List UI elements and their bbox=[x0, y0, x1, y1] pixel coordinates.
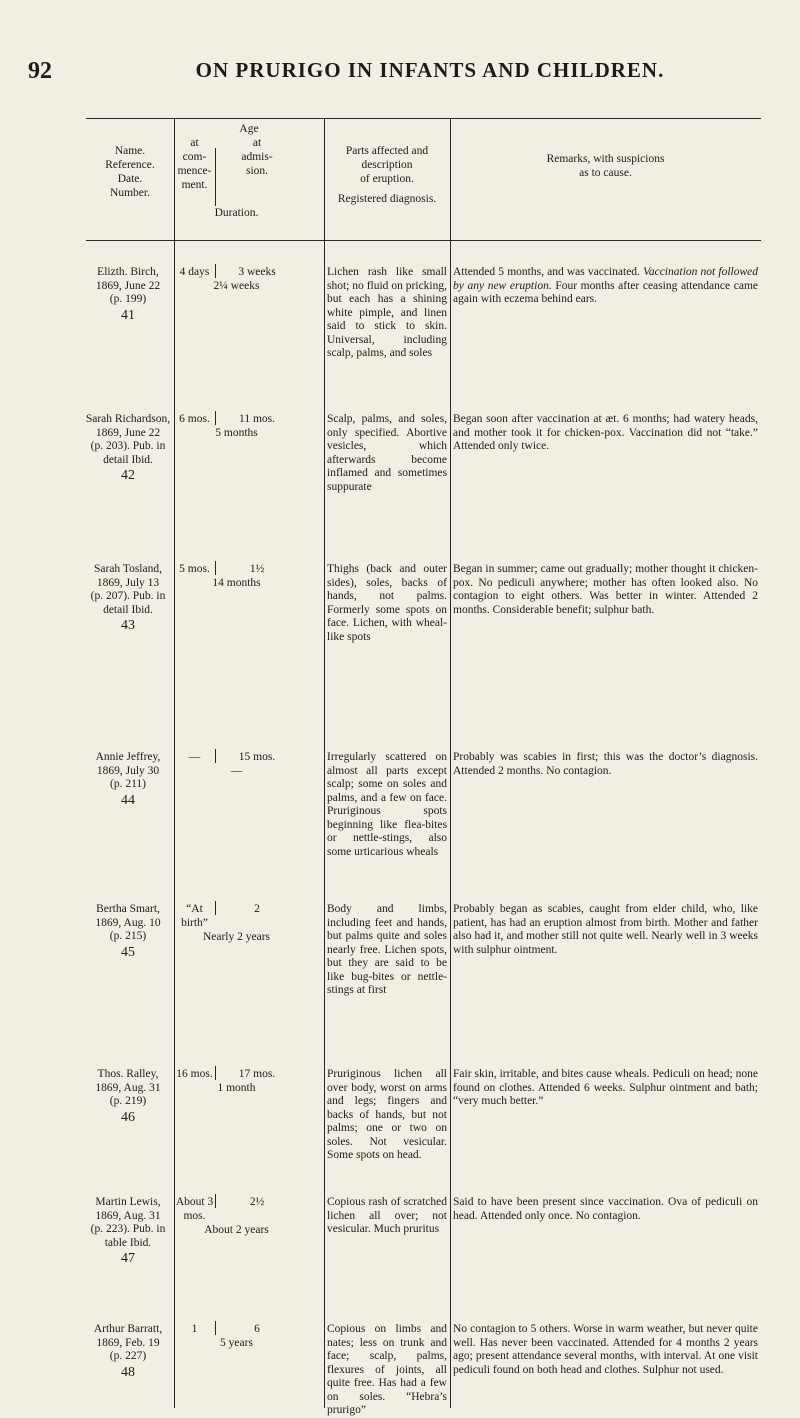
case-number: 41 bbox=[121, 307, 135, 323]
eruption-description: Body and limbs, including feet and hands, but palms quite and soles nearly free. Lichen spots, but they are said to be like bug-bites or nettle-stings at first bbox=[327, 903, 447, 996]
remarks-text: Fair skin, irritable, and bites cause wheals. Pediculi on head; none found on clothes. Attended 6 weeks. Sulphur ointment and bath; “very much better.” bbox=[453, 1068, 758, 1107]
eruption-description: Lichen rash like small shot; no fluid on pricking, but each has a shining white pimple, and linen said to stick to skin. Universal, including scalp, palms, and soles bbox=[327, 266, 447, 359]
duration-value: 5 months bbox=[215, 427, 258, 439]
case-number: 43 bbox=[121, 618, 135, 633]
age-row-split bbox=[215, 1066, 216, 1080]
eruption-description: Copious rash of scratched lichen all over; not vesicular. Much pruritus bbox=[327, 1196, 447, 1235]
top-rule bbox=[86, 118, 761, 119]
remarks bbox=[453, 1068, 758, 1109]
duration-value: — bbox=[230, 765, 243, 777]
case-number: 48 bbox=[121, 1364, 135, 1380]
remarks-italic-text: Vaccination not followed by any new eruption. bbox=[453, 266, 758, 292]
age-admission-value: 2½ bbox=[249, 1196, 265, 1208]
age-admission-value: 17 mos. bbox=[238, 1068, 276, 1080]
age-row-split bbox=[215, 1321, 216, 1335]
column-rule bbox=[324, 118, 325, 1408]
case-name: Arthur Barratt, bbox=[93, 1323, 163, 1335]
header-age-title: Age bbox=[239, 123, 259, 135]
case-ref: (p. 207). Pub. in bbox=[90, 590, 166, 602]
header-diagnosis: Registered diagnosis. bbox=[337, 193, 437, 205]
page-number: 92 bbox=[28, 58, 52, 84]
header-age-admission bbox=[215, 136, 299, 178]
header-age-admission-line: at bbox=[252, 137, 262, 149]
header-age-admission-line: admis- bbox=[241, 151, 273, 163]
case-date: 1869, Aug. 31 bbox=[95, 1209, 161, 1222]
case-name: Bertha Smart, bbox=[96, 903, 160, 915]
case-name: Martin Lewis, bbox=[95, 1196, 161, 1208]
age-admission-value: 11 mos. bbox=[239, 413, 275, 425]
duration-value: About 2 years bbox=[204, 1224, 269, 1236]
case-name: Sarah Tosland, bbox=[94, 563, 162, 575]
remarks bbox=[453, 751, 758, 778]
header-bottom-rule bbox=[86, 240, 761, 241]
case-name-cell bbox=[82, 1196, 174, 1266]
duration-value: 5 years bbox=[220, 1337, 253, 1349]
case-name: Elizth. Birch, bbox=[97, 266, 159, 278]
remarks-text-continued: Four months after ceasing attendance came again with eczema behind ears. bbox=[453, 279, 759, 305]
case-name-cell bbox=[82, 1323, 174, 1379]
age-onset-value: 4 days bbox=[179, 266, 210, 278]
case-number: 45 bbox=[121, 944, 135, 960]
age-onset-value: 16 mos. bbox=[176, 1068, 213, 1080]
age-admission-value: 6 bbox=[254, 1323, 260, 1335]
case-date: 1869, June 22 bbox=[95, 426, 161, 439]
age-row-split bbox=[215, 411, 216, 425]
remarks-text: Began soon after vaccination at æt. 6 months; had watery heads, and mother took it for chicken-pox. Vaccination did not “take.” Attended only twice. bbox=[453, 413, 758, 452]
age-row-split bbox=[215, 901, 216, 915]
case-name-cell bbox=[82, 413, 174, 483]
eruption-description: Copious on limbs and nates; less on trunk and face; scalp, palms, flexures of joints, all quite free. Has had a few on soles. “Hebra’s prurigo” bbox=[327, 1323, 447, 1416]
age-onset-value: 1 bbox=[191, 1323, 198, 1335]
header-age-onset-line: ment. bbox=[181, 179, 208, 191]
case-name-cell bbox=[82, 1068, 174, 1124]
header-age-onset-line: at bbox=[190, 137, 199, 149]
header-name-line: Reference. bbox=[105, 159, 155, 171]
case-number: 46 bbox=[121, 1109, 135, 1125]
case-name: Thos. Ralley, bbox=[97, 1068, 159, 1080]
age-row-split bbox=[215, 1194, 216, 1208]
remarks-text: No contagion to 5 others. Worse in warm weather, but never quite well. Has never been vaccinated. Attended for 4 months 2 years ago; present attendance several months, with interval. At one visit pediculi found on both head and clothes. Sulphur not used. bbox=[453, 1323, 758, 1376]
remarks-text: Said to have been present since vaccination. Ova of pediculi on head. Attended only once. No contagion. bbox=[453, 1196, 758, 1222]
column-rule bbox=[450, 118, 451, 1408]
duration-value: 1 month bbox=[217, 1082, 256, 1094]
age-onset-value: 5 mos. bbox=[179, 563, 210, 575]
case-ref2: detail Ibid. bbox=[103, 603, 153, 616]
header-remarks-col bbox=[450, 152, 761, 180]
header-parts-line: of eruption. bbox=[360, 173, 414, 185]
remarks bbox=[453, 1323, 758, 1377]
eruption-description: Thighs (back and outer sides), soles, backs of hands, not palms. Formerly some spots on face. Lichen, with wheal-like spots bbox=[327, 563, 447, 643]
case-ref: (p. 203). Pub. in bbox=[90, 440, 166, 452]
duration-value: Nearly 2 years bbox=[202, 931, 271, 943]
running-title: ON PRURIGO IN INFANTS AND CHILDREN. bbox=[195, 58, 665, 82]
case-number: 44 bbox=[121, 792, 135, 808]
age-admission-value: 3 weeks bbox=[238, 266, 276, 278]
case-date: 1869, July 13 bbox=[96, 576, 160, 589]
case-name-cell bbox=[82, 563, 174, 633]
header-age-onset bbox=[174, 136, 215, 192]
header-age-onset-line: com- bbox=[182, 151, 207, 163]
age-admission-value: 15 mos. bbox=[238, 751, 276, 763]
duration-value: 2¼ weeks bbox=[213, 280, 260, 292]
remarks-text: Probably began as scabies, caught from elder child, who, like patient, has had an eruption almost from birth. Mother and father also had it, and mother still not quite well. Nearly well in 3 weeks with sulphur ointment. bbox=[453, 903, 758, 956]
age-row-split bbox=[215, 264, 216, 278]
header-remarks-line: Remarks, with suspicions bbox=[546, 153, 665, 165]
case-ref2: detail Ibid. bbox=[103, 453, 153, 466]
case-ref: (p. 215) bbox=[109, 930, 147, 942]
age-row-split bbox=[215, 749, 216, 763]
case-ref: (p. 227) bbox=[109, 1350, 147, 1362]
case-date: 1869, Feb. 19 bbox=[96, 1336, 160, 1349]
header-parts-col bbox=[324, 144, 450, 186]
eruption-description: Scalp, palms, and soles, only specified. Abortive vesicles, which afterwards become inflamed and sometimes suppurate bbox=[327, 413, 447, 493]
case-date: 1869, Aug. 31 bbox=[95, 1081, 161, 1094]
age-onset-value: 6 mos. bbox=[179, 413, 210, 425]
header-duration: Duration. bbox=[214, 207, 259, 219]
case-ref: (p. 219) bbox=[109, 1095, 147, 1107]
case-name-cell bbox=[82, 266, 174, 322]
age-row-split bbox=[215, 561, 216, 575]
case-name: Annie Jeffrey, bbox=[95, 751, 161, 763]
case-ref: (p. 211) bbox=[110, 778, 146, 790]
case-ref: (p. 223). Pub. in bbox=[90, 1223, 166, 1235]
case-date: 1869, July 30 bbox=[96, 764, 160, 777]
case-date: 1869, Aug. 10 bbox=[95, 916, 161, 929]
case-number: 42 bbox=[121, 468, 135, 483]
duration-value: 14 months bbox=[212, 577, 261, 589]
age-admission-value: 1½ bbox=[249, 563, 265, 575]
case-number: 47 bbox=[121, 1251, 135, 1266]
age-onset-value: — bbox=[188, 751, 201, 763]
eruption-description: Pruriginous lichen all over body, worst on arms and legs; fingers and backs of hands, but not palms; one or two on soles. Not vesicular. Some spots on head. bbox=[327, 1068, 447, 1161]
case-name-cell bbox=[82, 903, 174, 959]
case-name: Sarah Richardson, bbox=[85, 413, 171, 425]
header-remarks-line: as to cause. bbox=[579, 167, 632, 179]
remarks-text: Attended 5 months, and was vaccinated. bbox=[453, 266, 640, 278]
header-name-col bbox=[86, 144, 174, 200]
header-name-line: Name. bbox=[114, 145, 146, 157]
age-onset-value: About 3 mos. bbox=[175, 1196, 214, 1222]
case-date: 1869, June 22 bbox=[95, 279, 161, 292]
case-ref2: table Ibid. bbox=[104, 1236, 152, 1249]
remarks-text: Probably was scabies in first; this was the doctor’s diagnosis. Attended 2 months. No contagion. bbox=[453, 751, 758, 777]
remarks bbox=[453, 266, 758, 307]
case-name-cell bbox=[82, 751, 174, 807]
remarks bbox=[453, 1196, 758, 1223]
eruption-description: Irregularly scattered on almost all parts except scalp; some on soles and palms, and a few on face. Pruriginous spots beginning like flea-bites or nettle-stings, also some urticarious wheals bbox=[327, 751, 447, 858]
header-name-line: Number. bbox=[110, 187, 150, 199]
remarks bbox=[453, 563, 758, 617]
header-age-admission-line: sion. bbox=[245, 165, 269, 177]
remarks bbox=[453, 413, 758, 454]
remarks-text: Began in summer; came out gradually; mother thought it chicken-pox. No pediculi anywhere; mother has often looked also. No contagion to eight others. Was better in winter. Attended 2 months. Considerable benefit; sulphur bath. bbox=[453, 563, 758, 616]
age-admission-value: 2 bbox=[254, 903, 260, 915]
header-age-onset-line: mence- bbox=[177, 165, 212, 177]
age-onset-value: “At birth” bbox=[181, 903, 208, 929]
page-header bbox=[0, 58, 800, 88]
header-parts-line: Parts affected and description bbox=[345, 145, 429, 171]
case-ref: (p. 199) bbox=[109, 293, 147, 305]
remarks bbox=[453, 903, 758, 957]
header-name-line: Date. bbox=[117, 173, 143, 185]
